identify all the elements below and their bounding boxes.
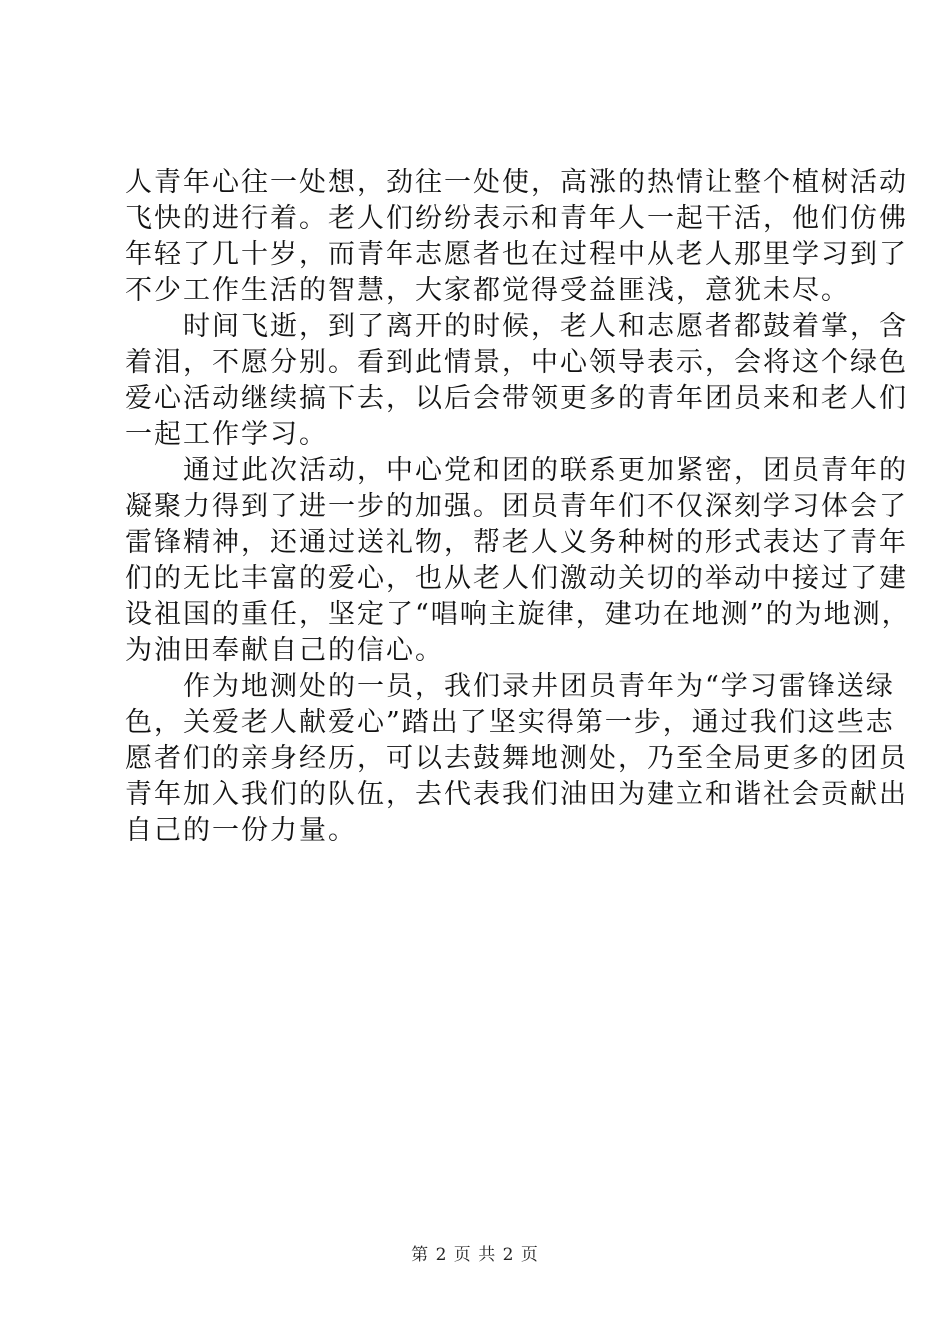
text-line: 们的无比丰富的爱心，也从老人们激动关切的举动中接过了建: [125, 563, 908, 594]
text-line: 设祖国的重任，坚定了“唱响主旋律，建功在地测”的为地测，: [125, 599, 911, 630]
text-line: 色，关爱老人献爱心”踏出了坚实得第一步，通过我们这些志: [125, 707, 895, 738]
body-text: [125, 165, 911, 849]
text-line: 青年加入我们的队伍，去代表我们油田为建立和谐社会贡献出: [125, 779, 908, 810]
text-line: 人青年心往一处想，劲往一处使，高涨的热情让整个植树活动: [125, 167, 908, 198]
text-line: 爱心活动继续搞下去，以后会带领更多的青年团员来和老人们: [125, 383, 908, 414]
text-line: 作为地测处的一员，我们录井团员青年为“学习雷锋送绿: [125, 671, 895, 702]
text-line: 着泪，不愿分别。看到此情景，中心领导表示，会将这个绿色: [125, 347, 908, 378]
page-number-footer: 第 2 页 共 2 页: [411, 1245, 539, 1265]
text-line: 飞快的进行着。老人们纷纷表示和青年人一起干活，他们仿佛: [125, 203, 908, 234]
text-line: 年轻了几十岁，而青年志愿者也在过程中从老人那里学习到了: [125, 239, 908, 270]
text-line: 凝聚力得到了进一步的加强。团员青年们不仅深刻学习体会了: [125, 491, 908, 522]
text-line: 为油田奉献自己的信心。: [125, 635, 444, 666]
text-line: 愿者们的亲身经历，可以去鼓舞地测处，乃至全局更多的团员: [125, 743, 908, 774]
text-line: 雷锋精神，还通过送礼物，帮老人义务种树的形式表达了青年: [125, 527, 908, 558]
text-line: 通过此次活动，中心党和团的联系更加紧密，团员青年的: [125, 455, 908, 486]
text-line: 一起工作学习。: [125, 419, 328, 450]
text-line: 时间飞逝，到了离开的时候，老人和志愿者都鼓着掌，含: [125, 311, 908, 342]
text-line: 不少工作生活的智慧，大家都觉得受益匪浅，意犹未尽。: [125, 275, 850, 306]
text-line: 自己的一份力量。: [125, 815, 357, 846]
